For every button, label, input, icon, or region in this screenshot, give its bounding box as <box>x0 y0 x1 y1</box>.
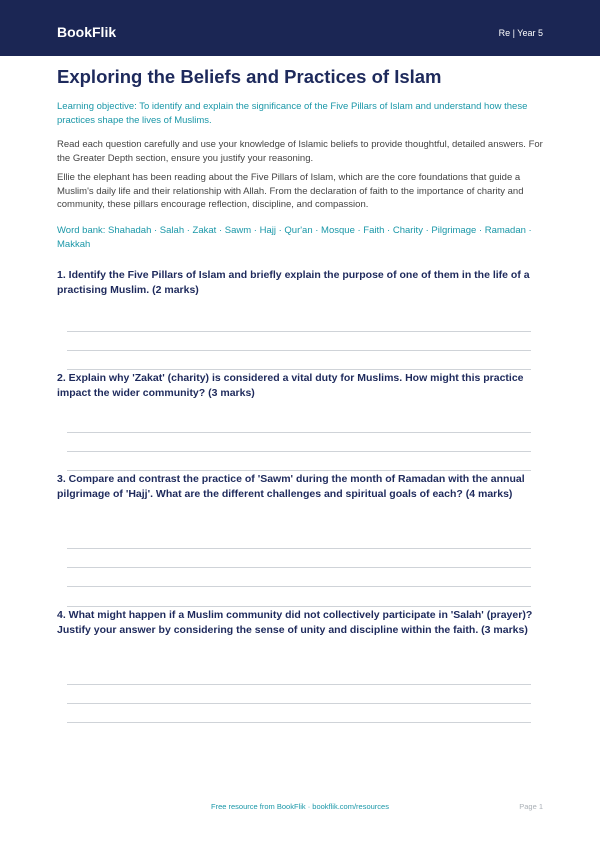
question-1: 1. Identify the Five Pillars of Islam and briefly explain the purpose of one of them in the life of a practising Muslim. (2 marks) <box>57 269 530 296</box>
answer-line[interactable] <box>67 606 531 607</box>
instructions-text: Read each question carefully and use your knowledge of Islamic beliefs to provide thoughtful, detailed answers. For the Greater Depth section, ensure you justify your reasoning. <box>57 139 543 164</box>
answer-line[interactable] <box>67 586 531 587</box>
page-number: Page 1 <box>519 802 543 811</box>
answer-line[interactable] <box>67 470 531 471</box>
word-bank: Word bank: Shahadah · Salah · Zakat · Sawm · Hajj · Qur'an · Mosque · Faith · Charity · Pilgrimage · Ramadan · Makkah <box>57 225 532 250</box>
answer-line[interactable] <box>67 432 531 433</box>
answer-line[interactable] <box>67 703 531 704</box>
question-2: 2. Explain why 'Zakat' (charity) is considered a vital duty for Muslims. How might this practice impact the wider community? (3 marks) <box>57 372 524 399</box>
answer-line[interactable] <box>67 722 531 723</box>
answer-line[interactable] <box>67 350 531 351</box>
context-text: Ellie the elephant has been reading about the Five Pillars of Islam, which are the core foundations that guide a Muslim's daily life and their relationship with Allah. From the declaration of faith to the importance of charity and community, these pillars encourage reflection, discipline, and compassion. <box>57 172 524 210</box>
question-4: 4. What might happen if a Muslim community did not collectively participate in 'Salah' (prayer)? Justify your answer by considering the sense of unity and discipline within the faith. (3 marks) <box>57 609 533 636</box>
question-3: 3. Compare and contrast the practice of 'Sawm' during the month of Ramadan with the annual pilgrimage of 'Hajj'. What are the different challenges and spiritual goals of each? (4 marks) <box>57 473 525 500</box>
answer-line[interactable] <box>67 684 531 685</box>
answer-line[interactable] <box>67 548 531 549</box>
page-title: Exploring the Beliefs and Practices of Islam <box>57 66 442 87</box>
header-bar <box>0 0 600 56</box>
answer-line[interactable] <box>67 567 531 568</box>
footer-credit[interactable]: Free resource from BookFlik · bookflik.com/resources <box>211 802 389 811</box>
answer-line[interactable] <box>67 369 531 370</box>
learning-objective: Learning objective: To identify and explain the significance of the Five Pillars of Islam and understand how these practices shape the lives of Muslims. <box>57 101 528 126</box>
answer-line[interactable] <box>67 451 531 452</box>
brand-logo: BookFlik <box>57 24 117 40</box>
subject-year-label: Re | Year 5 <box>498 28 543 38</box>
answer-line[interactable] <box>67 331 531 332</box>
